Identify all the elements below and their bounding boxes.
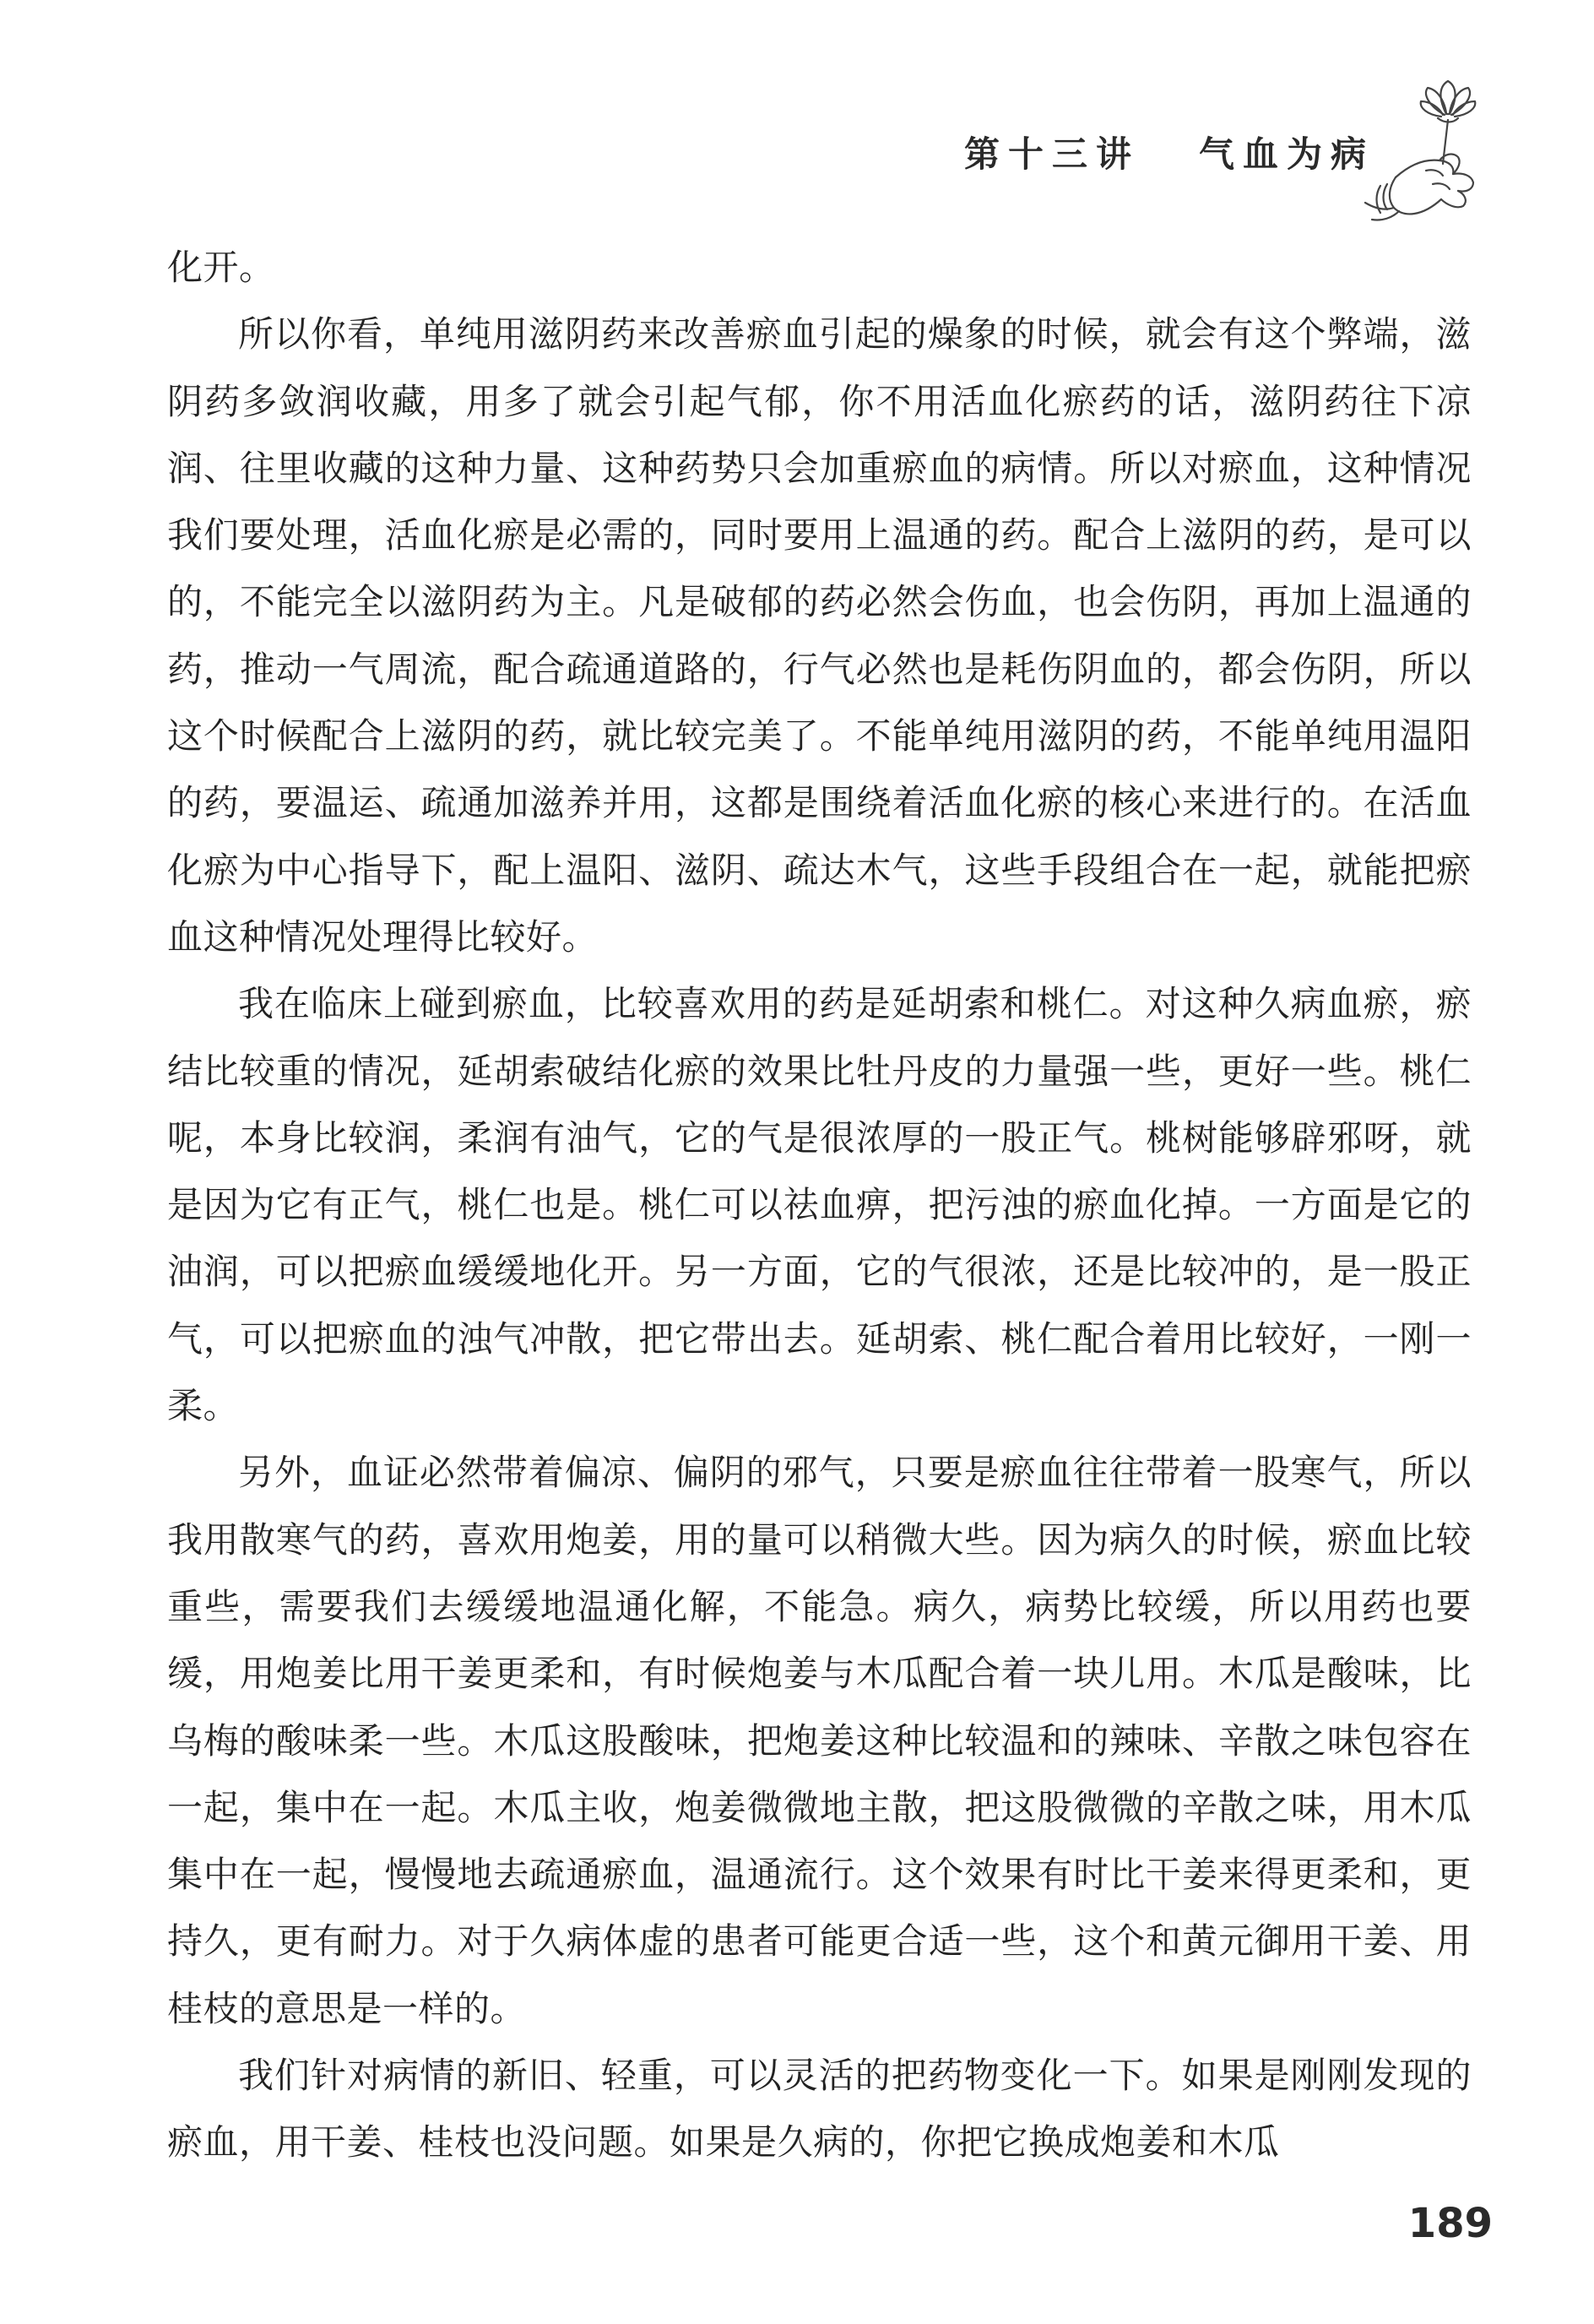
paragraph: 另外，血证必然带着偏凉、偏阴的邪气，只要是瘀血往往带着一股寒气，所以我用散寒气的药，喜欢用炮姜，用的量可以稍微大些。因为病久的时候，瘀血比较重些，需要我们去缓缓地温通化解，不能急。病久，病势比较缓，所以用药也要缓，用炮姜比用干姜更柔和，有时候炮姜与木瓜配合着一块儿用。木瓜是酸味，比乌梅的酸味柔一些。木瓜这股酸味，把炮姜这种比较温和的辣味、辛散之味包容在一起，集中在一起。木瓜主收，炮姜微微地主散，把这股微微的辛散之味，用木瓜集中在一起，慢慢地去疏通瘀血，温通流行。这个效果有时比干姜来得更柔和，更持久，更有耐力。对于久病体虚的患者可能更合适一些，这个和黄元御用干姜、用桂枝的意思是一样的。 — [167, 1452, 1472, 2029]
paragraph: 所以你看，单纯用滋阴药来改善瘀血引起的燥象的时候，就会有这个弊端，滋阴药多敛润收藏，用多了就会引起气郁，你不用活血化瘀药的话，滋阴药往下凉润、往里收藏的这种力量、这种药势只会加重瘀血的病情。所以对瘀血，这种情况我们要处理，活血化瘀是必需的，同时要用上温通的药。配合上滋阴的药，是可以的，不能完全以滋阴药为主。凡是破郁的药必然会伤血，也会伤阴，再加上温通的药，推动一气周流，配合疏通道路的，行气必然也是耗伤阴血的，都会伤阴，所以这个时候配合上滋阴的药，就比较完美了。不能单纯用滋阴的药，不能单纯用温阳的药，要温运、疏通加滋养并用，这都是围绕着活血化瘀的核心来进行的。在活血化瘀为中心指导下，配上温阳、滋阴、疏达木气，这些手段组合在一起，就能把瘀血这种情况处理得比较好。 — [167, 313, 1472, 958]
body-text — [167, 234, 1472, 2176]
paragraph: 我们针对病情的新旧、轻重，可以灵活的把药物变化一下。如果是刚刚发现的瘀血，用干姜、桂枝也没问题。如果是久病的，你把它换成炮姜和木瓜 — [167, 2055, 1472, 2164]
paragraph: 我在临床上碰到瘀血，比较喜欢用的药是延胡索和桃仁。对这种久病血瘀，瘀结比较重的情况，延胡索破结化瘀的效果比牡丹皮的力量强一些，更好一些。桃仁呢，本身比较润，柔润有油气，它的气是很浓厚的一股正气。桃树能够辟邪呀，就是因为它有正气，桃仁也是。桃仁可以祛血痹，把污浊的瘀血化掉。一方面是它的油润，可以把瘀血缓缓地化开。另一方面，它的气很浓，还是比较冲的，是一股正气，可以把瘀血的浊气冲散，把它带出去。延胡索、桃仁配合着用比较好，一刚一柔。 — [167, 983, 1472, 1427]
lecture-number: 第十三讲 — [963, 133, 1140, 175]
chapter-title: 气血为病 — [1198, 133, 1374, 175]
paragraph-continuation: 化开。 — [167, 247, 275, 288]
page-number: 189 — [1407, 2200, 1493, 2247]
lotus-hand-icon — [1345, 76, 1514, 228]
running-header — [964, 127, 1374, 177]
